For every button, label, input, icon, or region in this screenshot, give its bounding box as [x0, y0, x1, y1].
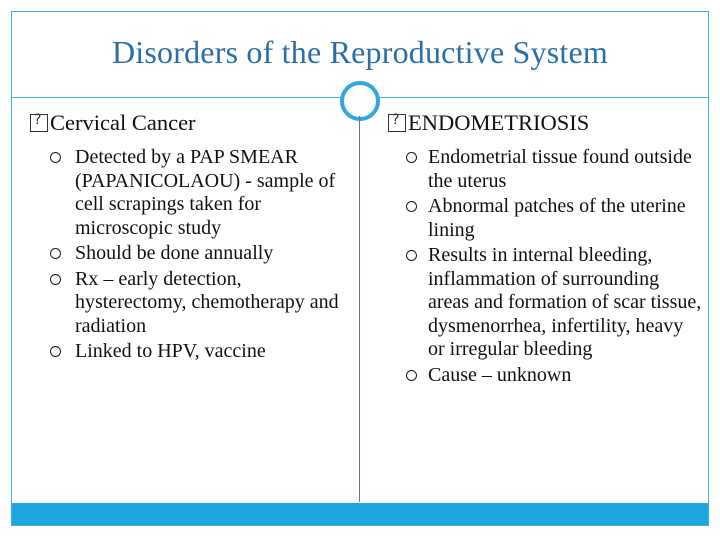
- column-divider: [359, 116, 360, 502]
- title-rule-right: [378, 97, 708, 98]
- missing-glyph-icon: [388, 114, 406, 132]
- list-item-text: Should be done annually: [75, 242, 274, 264]
- list-item: [30, 146, 350, 240]
- right-bullet-list: [388, 146, 704, 387]
- left-column: [30, 110, 350, 366]
- left-heading-text: Cervical Cancer: [50, 110, 196, 135]
- circle-bullet-icon: [50, 274, 61, 285]
- list-item-text: Rx – early detection, hysterectomy, chemotherapy and radiation: [75, 267, 339, 337]
- circle-bullet-icon: [50, 152, 61, 163]
- list-item-text: Endometrial tissue found outside the uterus: [428, 146, 692, 192]
- list-item: [30, 242, 350, 266]
- circle-bullet-icon: [406, 201, 417, 212]
- list-item-text: Detected by a PAP SMEAR (PAPANICOLAOU) - sample of cell scrapings taken for microscopic study: [75, 146, 336, 239]
- list-item: [30, 340, 350, 364]
- list-item: [388, 364, 704, 388]
- list-item-text: Linked to HPV, vaccine: [75, 340, 266, 362]
- circle-bullet-icon: [406, 250, 417, 261]
- list-item: [388, 195, 704, 242]
- list-item-text: Cause – unknown: [428, 363, 572, 386]
- circle-bullet-icon: [50, 248, 61, 259]
- right-heading-text: ENDOMETRIOSIS: [408, 110, 590, 135]
- circle-bullet-icon: [406, 152, 417, 163]
- title-rule-left: [12, 97, 342, 98]
- left-heading: [30, 110, 350, 136]
- right-heading: [388, 110, 704, 136]
- right-column: [388, 110, 704, 389]
- circle-bullet-icon: [406, 370, 417, 381]
- list-item-text: Results in internal bleeding, inflammation of surrounding areas and formation of scar tissue, dysmenorrhea, infertility, heavy or irregular bleeding: [428, 244, 702, 360]
- slide-title: Disorders of the Reproductive System: [112, 34, 608, 70]
- list-item-text: Abnormal patches of the uterine lining: [428, 195, 686, 241]
- list-item: [388, 244, 704, 362]
- list-item: [388, 146, 704, 193]
- left-bullet-list: [30, 146, 350, 364]
- missing-glyph-icon: [30, 114, 48, 132]
- list-item: [30, 268, 350, 339]
- circle-bullet-icon: [50, 346, 61, 357]
- footer-bar: [12, 503, 708, 525]
